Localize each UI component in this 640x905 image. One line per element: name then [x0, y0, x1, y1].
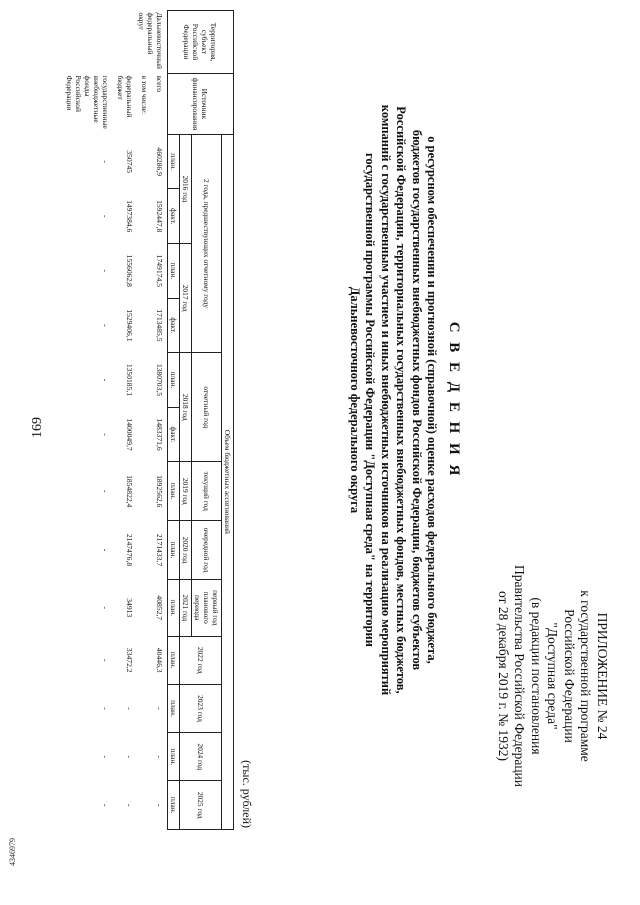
value-cell: 1529406,1 — [125, 309, 134, 342]
value-cell: - — [155, 707, 164, 710]
value-cell — [137, 462, 152, 521]
value-cell — [137, 521, 152, 580]
value-cell: - — [125, 755, 134, 759]
value-cell: 33472,2 — [125, 647, 134, 673]
value-cell: - — [101, 269, 110, 273]
value-cell: - — [125, 803, 134, 807]
value-cell — [137, 781, 152, 830]
header-plan: план. — [168, 521, 180, 580]
source-cell: федеральный бюджет — [116, 75, 134, 118]
value-cell: 1483371,6 — [155, 418, 164, 451]
header-plan: план. — [168, 636, 180, 684]
value-cell — [137, 189, 152, 244]
header-prior-years: 2 года, предшествующих отчетному году — [192, 134, 222, 352]
value-cell: - — [155, 755, 164, 759]
header-year-2017: 2017 год — [180, 244, 192, 353]
title-line: Дальневосточного федерального округа — [347, 286, 362, 514]
header-volume: Объем бюджетных ассигнований — [222, 134, 234, 829]
header-plan: план. — [168, 462, 180, 521]
header-current-year: текущий год — [192, 462, 222, 521]
header-year-2021: 2021 год — [180, 579, 192, 636]
value-cell: 1592447,8 — [155, 200, 164, 233]
table-row — [113, 11, 137, 830]
value-cell: 1713485,5 — [155, 309, 164, 342]
appendix-line: к государственной программе — [578, 590, 594, 762]
value-cell: 1350185,1 — [125, 363, 134, 397]
value-cell: - — [101, 324, 110, 327]
title-line: о ресурсном обеспечении и прогнозной (справочной) оценке расходов федерального бюджета, — [425, 136, 439, 664]
header-plan: план. — [168, 733, 180, 781]
value-cell — [137, 579, 152, 636]
page-number: 169 — [30, 417, 45, 438]
header-2024: 2024 год — [180, 733, 222, 781]
budget-table — [62, 10, 234, 830]
appendix-line: ПРИЛОЖЕНИЕ № 24 — [595, 612, 610, 740]
document-id: 4346979 — [8, 838, 17, 866]
title-line: государственной программы Российской Федерации "Доступная среда" на территории — [363, 153, 378, 647]
value-cell: 460286,9 — [155, 147, 164, 176]
source-cell: в том числе: — [140, 75, 149, 115]
value-cell: 1854822,4 — [125, 475, 134, 508]
value-cell: 2171433,7 — [155, 533, 164, 567]
units-label: (тыс. рублей) — [240, 760, 254, 828]
value-cell: - — [101, 658, 110, 662]
value-cell: - — [101, 433, 110, 436]
value-cell — [137, 733, 152, 781]
document-title — [347, 30, 462, 770]
value-cell: 1556062,8 — [125, 254, 134, 287]
header-report-year: отчетный год — [192, 353, 222, 462]
appendix-line: Российской Федерации — [562, 609, 577, 743]
value-cell: 350745 — [125, 150, 134, 174]
value-cell: - — [125, 707, 134, 710]
value-cell: - — [101, 606, 110, 609]
header-next-year: очередной год — [192, 521, 222, 580]
header-plan: план. — [168, 684, 180, 732]
header-fact: факт. — [168, 407, 180, 462]
title-line: бюджетов государственных внебюджетных фондов Российской Федерации, бюджетов субъектов — [409, 129, 424, 671]
appendix-header — [495, 526, 611, 826]
header-plan: план. — [168, 781, 180, 830]
header-year-2019: 2019 год — [180, 462, 192, 521]
header-2023: 2023 год — [180, 684, 222, 732]
value-cell: - — [101, 707, 110, 710]
title-line: компаний с государственным участием и иных внебюджетных источников на реализацию мероприятий — [378, 104, 393, 696]
value-cell: - — [101, 489, 110, 493]
appendix-line: от 28 декабря 2019 г. № 1932) — [496, 590, 511, 762]
appendix-line: Правительства Российской Федерации — [512, 565, 528, 787]
header-fact: факт. — [168, 298, 180, 353]
source-cell: всего — [155, 75, 164, 93]
value-cell: 1892562,6 — [155, 475, 164, 508]
value-cell — [137, 636, 152, 684]
table-row — [137, 11, 152, 830]
value-cell: - — [101, 755, 110, 759]
territory-cell: Дальневосточный федеральный округ — [137, 12, 164, 70]
appendix-line: (в редакции постановления — [529, 597, 544, 755]
value-cell: - — [101, 160, 110, 163]
header-territory: Территория, субъект Российской Федерации — [168, 11, 234, 74]
value-cell: - — [101, 548, 110, 552]
header-plan: план. — [168, 579, 180, 636]
value-cell — [137, 244, 152, 299]
value-cell — [137, 134, 152, 189]
value-cell: 2147476,8 — [125, 533, 134, 567]
rotated-page-content — [12, 10, 612, 830]
title-heading: С В Е Д Е Н И Я — [446, 321, 462, 479]
source-cell: государственные внебюджетные фонды Российской Федерации — [65, 75, 110, 129]
header-plan-first-year: первый год планового периода — [192, 579, 222, 636]
value-cell: 1749174,5 — [155, 254, 164, 287]
appendix-line: "Доступная среда" — [545, 622, 561, 730]
header-2022: 2022 год — [180, 636, 222, 684]
value-cell: - — [155, 803, 164, 807]
value-cell: - — [101, 378, 110, 382]
value-cell: - — [101, 214, 110, 218]
header-2025: 2025 год — [180, 781, 222, 830]
header-source: Источник финансирования — [168, 73, 234, 134]
value-cell: - — [101, 803, 110, 807]
header-fact: факт. — [168, 189, 180, 244]
value-cell: 40852,7 — [155, 595, 164, 621]
header-plan: план. — [168, 353, 180, 408]
header-plan: план. — [168, 134, 180, 189]
value-cell: 1380703,5 — [155, 363, 164, 397]
value-cell — [137, 684, 152, 732]
header-year-2016: 2016 год — [180, 134, 192, 243]
header-plan: план. — [168, 244, 180, 299]
value-cell — [137, 298, 152, 353]
value-cell: 1400049,7 — [125, 418, 134, 451]
header-year-2018: 2018 год — [180, 353, 192, 462]
header-year-2020: 2020 год — [180, 521, 192, 580]
value-cell — [137, 407, 152, 462]
value-cell: 34913 — [125, 598, 134, 618]
value-cell — [137, 353, 152, 408]
title-line: Российской Федерации, территориальных государственных внебюджетных фондов, местных бюджетов, — [394, 106, 409, 694]
value-cell: 40446,3 — [155, 647, 164, 673]
value-cell: 1497384,6 — [125, 200, 134, 233]
table-row — [152, 11, 168, 830]
table-row — [62, 11, 113, 830]
